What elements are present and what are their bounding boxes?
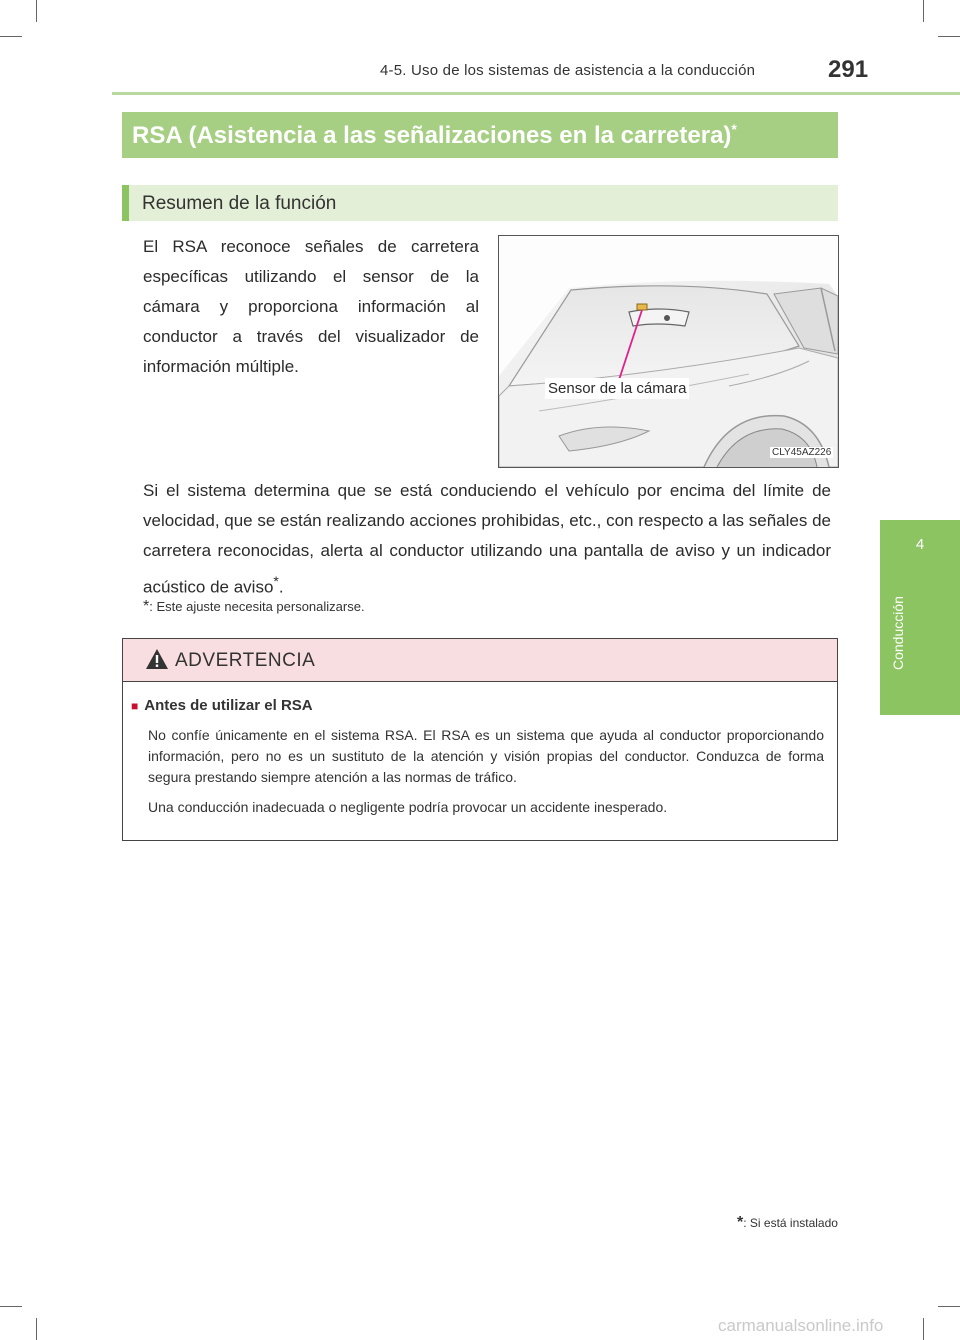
- bullet-square-icon: ■: [131, 699, 139, 713]
- subtitle-accent: [122, 185, 129, 221]
- warning-paragraph-1: No confíe únicamente en el sistema RSA. El RSA es un sistema que ayuda al conductor proporcionando información, pero no es un sustituto de la atención y visión propias del conductor. Conduzca de forma segura prestando siempre atención a las normas de tráfico.: [148, 727, 824, 785]
- page-title: RSA (Asistencia a las señalizaciones en la carretera)*: [132, 121, 737, 149]
- page-title-bar: [122, 112, 838, 158]
- installed-asterisk: *: [737, 1214, 744, 1231]
- crop-mark: [938, 1306, 960, 1307]
- crop-mark: [923, 0, 924, 22]
- chapter-tab[interactable]: [880, 520, 960, 715]
- footnote: *: Este ajuste necesita personalizarse.: [143, 598, 365, 615]
- crop-mark: [923, 1318, 924, 1340]
- figure-code: CLY45AZ226: [772, 447, 832, 458]
- warning-box: [122, 638, 838, 841]
- warning-paragraph-2: Una conducción inadecuada o negligente podría provocar un accidente inesperado.: [148, 799, 668, 815]
- warning-header: [123, 639, 837, 682]
- crop-mark: [0, 36, 22, 37]
- car-camera-illustration: [498, 235, 839, 468]
- chapter-label: Conducción: [890, 596, 906, 670]
- crop-mark: [938, 36, 960, 37]
- body-asterisk: *: [273, 573, 279, 589]
- footnote-asterisk: *: [143, 598, 150, 615]
- header-divider: [112, 92, 960, 95]
- subtitle-bar: [122, 185, 838, 221]
- crop-mark: [36, 1318, 37, 1340]
- crop-mark: [36, 0, 37, 22]
- section-heading: 4-5. Uso de los sistemas de asistencia a la conducción: [380, 62, 756, 79]
- page-number: 291: [828, 56, 869, 83]
- chapter-number: 4: [915, 536, 925, 553]
- title-asterisk: *: [731, 121, 737, 137]
- warning-title: ADVERTENCIA: [175, 650, 316, 671]
- intro-paragraph: El RSA reconoce señales de carretera específicas utilizando el sensor de la cámara y proporciona información al conductor a través del visualizador de información múltiple.: [143, 237, 479, 376]
- body-paragraph: Si el sistema determina que se está conduciendo el vehículo por encima del límite de velocidad, que se están realizando acciones prohibidas, etc., con respecto a las señales de carretera reconocidas, alerta al conductor utilizando una pantalla de aviso y un indicador acústico de aviso*.: [143, 481, 831, 597]
- warning-item-title: ■ Antes de utilizar el RSA: [131, 697, 313, 714]
- warning-triangle-icon: [145, 648, 169, 670]
- installed-note: *: Si está instalado: [737, 1214, 838, 1231]
- crop-mark: [0, 1306, 22, 1307]
- watermark: carmanualsonline.info: [718, 1316, 884, 1335]
- subtitle: Resumen de la función: [142, 193, 337, 214]
- figure-caption: Sensor de la cámara: [545, 378, 689, 399]
- car-windshield-drawing: [499, 236, 838, 467]
